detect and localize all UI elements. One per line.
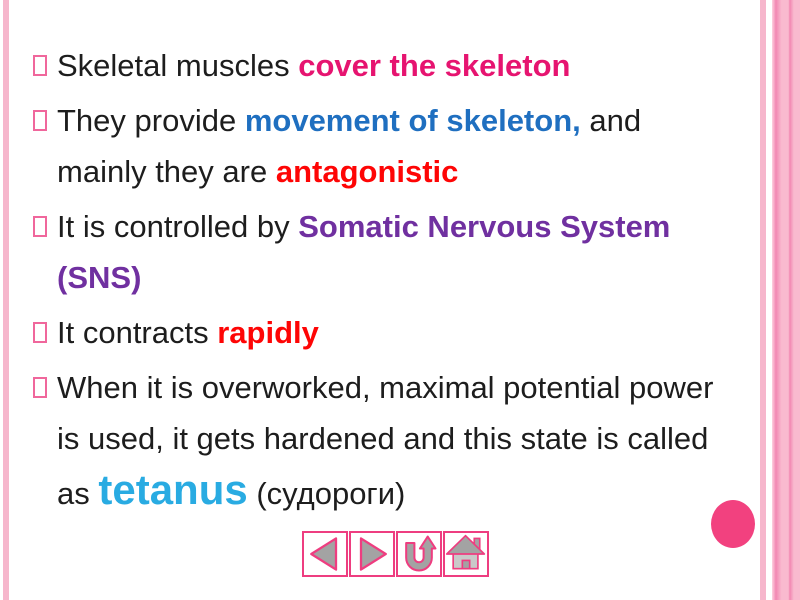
text-segment: Skeletal muscles	[57, 48, 299, 83]
bullet-text	[57, 307, 717, 358]
bullet-text	[57, 201, 717, 303]
text-segment: Somatic Nervous System (SNS)	[57, 209, 671, 295]
bullet-item	[30, 40, 720, 91]
text-segment: antagonistic	[275, 154, 459, 189]
bullet-marker-icon	[33, 216, 47, 237]
slide-body	[30, 40, 720, 523]
bullet-item	[30, 201, 720, 303]
bullet-list	[30, 40, 720, 519]
text-segment: They provide	[57, 103, 245, 138]
slide-left-border	[3, 0, 9, 600]
text-segment: cover the skeleton	[298, 48, 571, 83]
bullet-item	[30, 307, 720, 358]
bullet-marker-icon	[33, 322, 47, 343]
text-segment: It contracts	[57, 315, 218, 350]
slide-right-inner-stripe	[760, 0, 766, 600]
next-arrow-icon	[350, 532, 394, 576]
pink-dot-decoration	[711, 500, 755, 548]
bullet-item	[30, 95, 720, 197]
home-button[interactable]	[443, 531, 489, 577]
text-segment: It is controlled by	[57, 209, 299, 244]
text-segment: movement of skeleton,	[244, 103, 581, 138]
text-segment: and mainly they are	[57, 103, 642, 189]
home-icon	[444, 532, 488, 576]
slide-navigation-bar	[302, 531, 489, 577]
bullet-text	[57, 95, 717, 197]
return-arrow-icon	[397, 532, 441, 576]
bullet-item	[30, 362, 720, 519]
bullet-text	[57, 40, 717, 91]
return-button[interactable]	[396, 531, 442, 577]
previous-slide-button[interactable]	[302, 531, 348, 577]
text-segment: When it is overworked, maximal potential power is used, it gets hardened and this state is called as	[57, 370, 714, 511]
slide-right-border-band	[772, 0, 800, 600]
bullet-marker-icon	[33, 110, 47, 131]
previous-arrow-icon	[303, 532, 347, 576]
text-segment: rapidly	[217, 315, 319, 350]
text-segment: (судороги)	[247, 476, 406, 511]
bullet-marker-icon	[33, 377, 47, 398]
bullet-marker-icon	[33, 55, 47, 76]
text-segment: tetanus	[98, 466, 248, 513]
bullet-text	[57, 362, 717, 519]
next-slide-button[interactable]	[349, 531, 395, 577]
